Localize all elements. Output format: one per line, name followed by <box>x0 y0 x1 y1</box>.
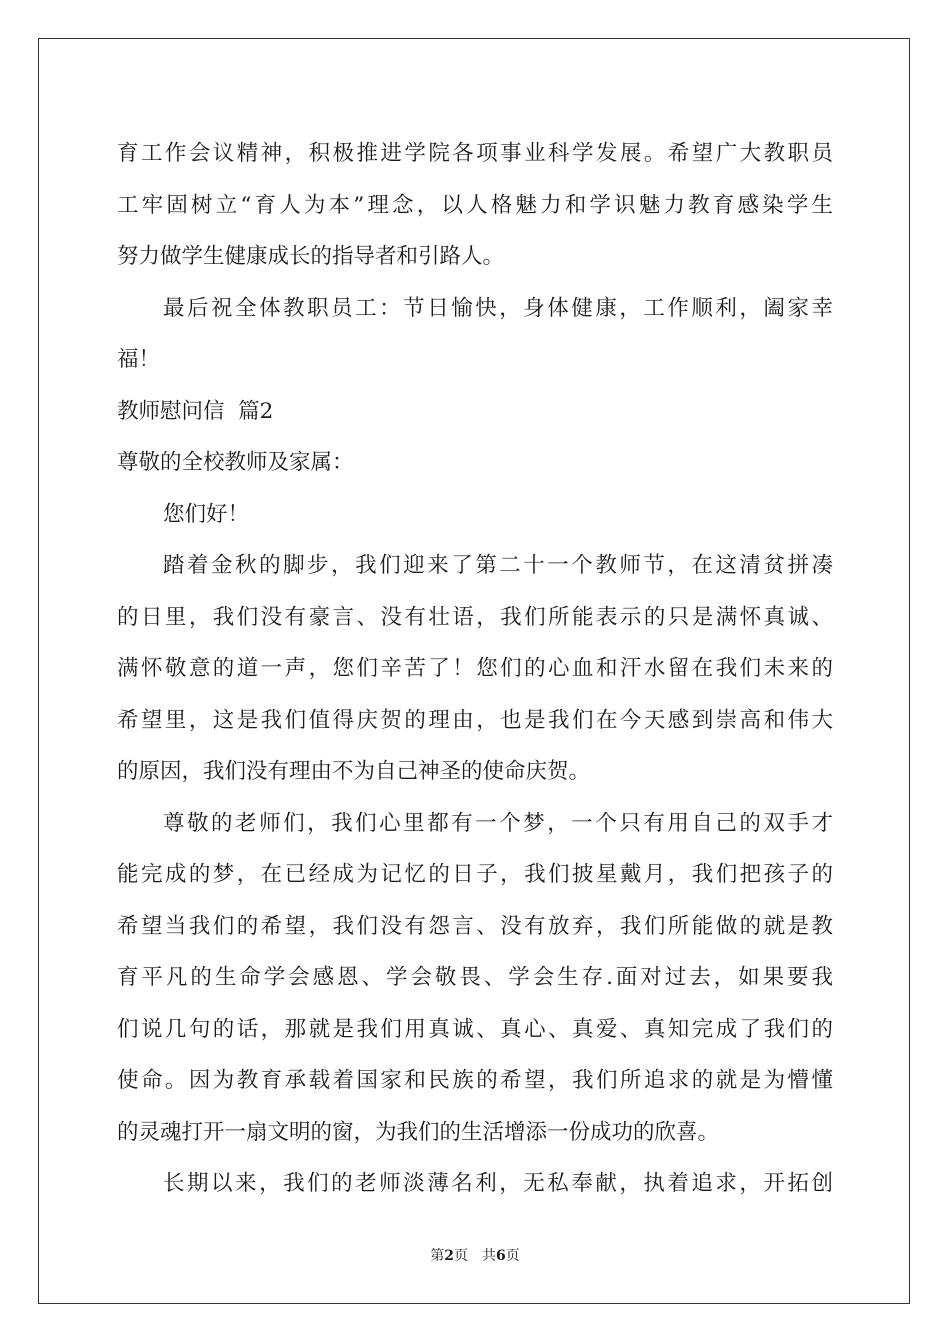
text-line: 踏着金秋的脚步，我们迎来了第二十一个教师节，在这清贫拼凑 <box>163 553 833 578</box>
text-line: 希望当我们的希望，我们没有怨言、没有放弃，我们所能做的就是教 <box>117 913 833 939</box>
footer-total-prefix: 共 <box>482 1248 496 1264</box>
text-line: 的日里，我们没有豪言、没有壮语，我们所能表示的只是满怀真诚、 <box>117 604 833 630</box>
text-line: 育工作会议精神，积极推进学院各项事业科学发展。希望广大教职员 <box>117 141 833 166</box>
text-line: 的原因，我们没有理由不为自己神圣的使命庆贺。 <box>117 759 591 784</box>
text-line: 的灵魂打开一扇文明的窗，为我们的生活增添一份成功的欣喜。 <box>117 1119 720 1145</box>
footer-total-pages: 6 <box>496 1248 506 1264</box>
page-footer <box>0 1245 950 1265</box>
footer-page-prefix: 第 <box>430 1248 445 1264</box>
greeting: 您们好！ <box>163 501 250 527</box>
text-line: 能完成的梦，在已经成为记忆的日子，我们披星戴月，我们把孩子的 <box>117 862 833 887</box>
text-line: 使命。因为教育承载着国家和民族的希望，我们所追求的就是为懵懂 <box>117 1068 833 1093</box>
text-line: 满怀敬意的道一声，您们辛苦了！您们的心血和汗水留在我们未来的 <box>117 656 833 681</box>
text-line: 最后祝全体教职员工：节日愉快，身体健康，工作顺利，阖家幸 <box>163 295 833 321</box>
text-line: 努力做学生健康成长的指导者和引路人。 <box>117 244 505 269</box>
text-line: 尊敬的老师们，我们心里都有一个梦，一个只有用自己的双手才 <box>163 810 833 836</box>
footer-page-number: 2 <box>444 1248 454 1264</box>
salutation: 尊敬的全校教师及家属： <box>117 450 354 475</box>
text-line: 长期以来，我们的老师淡薄名利，无私奉献，执着追求，开拓创 <box>163 1171 833 1196</box>
text-line: 育平凡的生命学会感恩、学会敬畏、学会生存.面对过去，如果要我 <box>117 965 833 990</box>
text-line: 们说几句的话，那就是我们用真诚、真心、真爱、真知完成了我们的 <box>117 1016 833 1042</box>
footer-total-suffix: 页 <box>505 1248 520 1264</box>
section-heading: 教师慰问信 篇2 <box>117 398 274 424</box>
footer-page-suffix: 页 <box>454 1248 468 1264</box>
text-line: 希望里，这是我们值得庆贺的理由，也是我们在今天感到崇高和伟大 <box>117 707 833 733</box>
text-line: 工牢固树立“育人为本”理念，以人格魅力和学识魅力教育感染学生 <box>117 192 833 218</box>
text-line: 福！ <box>117 347 161 372</box>
document-body <box>117 128 833 1210</box>
